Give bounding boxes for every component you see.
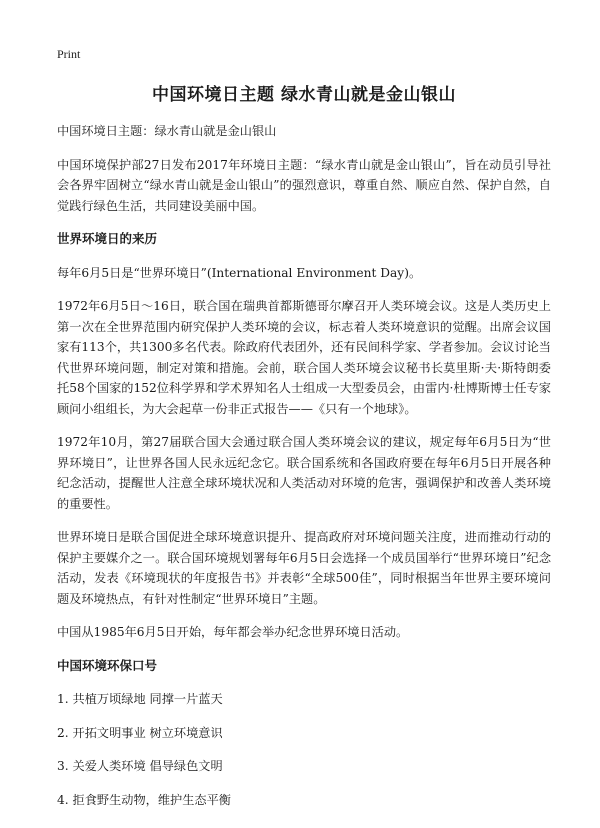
page-title: 中国环境日主题 绿水青山就是金山银山 <box>152 85 456 105</box>
conference-paragraph: 1972年6月5日～16日，联合国在瑞典首都斯德哥尔摩召开人类环境会议。这是人类历史上第一次在全世界范围内研究保护人类环境的会议，标志着人类环境意识的觉醒。出席会议国家有113个，共1300多名代表。除政府代表团外，还有民间科学家、学者参加。会议讨论当代世界环境问题，制定对策和措施。会前，联合国人类环境会议秘书长莫里斯·夫·斯特朗委托58个国家的152位科学界和学术界知名人士组成一大型委员会，由雷内·杜博斯博士任专家顾问小组组长，为大会起草一份非正式报告——《只有一个地球》。 <box>57 299 551 416</box>
print-link[interactable]: Print <box>57 47 81 61</box>
history-heading: 世界环境日的来历 <box>57 231 158 246</box>
un-resolution-paragraph: 1972年10月，第27届联合国大会通过联合国人类环境会议的建议，规定每年6月5日为“世界环境日”，让世界各国人民永远纪念它。联合国系统和各国政府要在每年6月5日开展各种纪念活动，提醒世人注意全球环境状况和人类活动对环境的危害，强调保护和改善人类环境的重要性。 <box>57 435 551 511</box>
theme-paragraph: 中国环境保护部27日发布2017年环境日主题：“绿水青山就是金山银山”，旨在动员引导社会各界牢固树立“绿水青山就是金山银山”的强烈意识，尊重自然、顺应自然、保护自然，自觉践行绿色生活，共同建设美丽中国。 <box>57 157 551 213</box>
china-paragraph: 中国从1985年6月5日开始，每年都会举办纪念世界环境日活动。 <box>57 625 409 639</box>
unep-paragraph: 世界环境日是联合国促进全球环境意识提升、提高政府对环境问题关注度，进而推动行动的保护主要媒介之一。联合国环境规划署每年6月5日会选择一个成员国举行“世界环境日”纪念活动，发表《环境现状的年度报告书》并表彰“全球500佳”，同时根据当年世界主要环境问题及环境热点，有针对性制定“世界环境日”主题。 <box>57 530 551 606</box>
slogan-item: 1. 共植万顷绿地 同撑一片蓝天 <box>57 692 223 706</box>
slogan-list <box>57 689 551 810</box>
slogan-item: 4. 拒食野生动物，维护生态平衡 <box>57 792 231 807</box>
date-paragraph: 每年6月5日是“世界环境日”(International Environment Day)。 <box>57 265 422 280</box>
slogan-heading: 中国环境环保口号 <box>57 657 158 673</box>
intro-paragraph: 中国环境日主题：绿水青山就是金山银山 <box>57 124 277 138</box>
article-body <box>57 121 551 823</box>
slogan-item: 3. 关爱人类环境 倡导绿色文明 <box>57 759 223 773</box>
slogan-item: 2. 开拓文明事业 树立环境意识 <box>57 725 223 740</box>
